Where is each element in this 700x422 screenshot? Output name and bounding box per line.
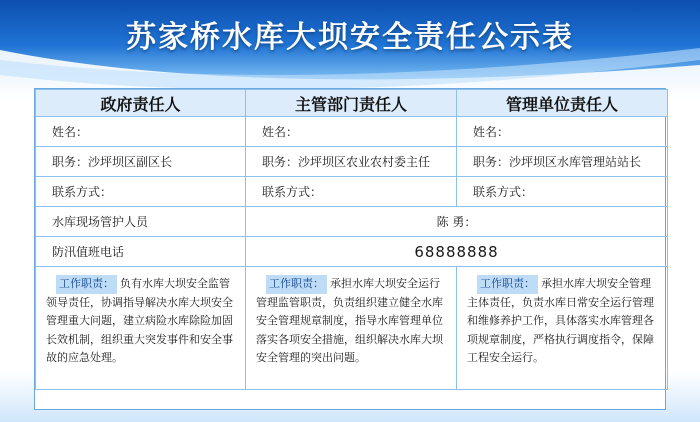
management-unit-contact: 联系方式： <box>457 177 668 207</box>
department-duty <box>246 267 457 390</box>
department-name: 姓名： <box>246 117 457 147</box>
duty-text: 承担水库大坝安全运行管理监管职责，负责组织建立健全水库安全管理规章制度，指导水库管理单位落实各项安全措施，组织解决水库大坝安全管理的突出问题。 <box>256 277 443 364</box>
department-contact: 联系方式： <box>246 177 457 207</box>
government-contact: 联系方式： <box>36 177 246 207</box>
header-department: 主管部门责任人 <box>246 90 457 117</box>
phone-row <box>36 237 668 267</box>
government-duty <box>36 267 246 390</box>
duty-tag: 工作职责： <box>56 275 117 294</box>
name-row <box>36 117 668 147</box>
government-position: 职务：沙坪坝区副区长 <box>36 147 246 177</box>
position-row <box>36 147 668 177</box>
phone-value: 68888888 <box>246 237 668 267</box>
responsibility-table-panel <box>34 88 666 410</box>
header-row <box>36 90 668 117</box>
management-unit-duty <box>457 267 668 390</box>
management-unit-position: 职务：沙坪坝区水库管理站站长 <box>457 147 668 177</box>
contact-row <box>36 177 668 207</box>
duty-text: 负有水库大坝安全监管领导责任，协调指导解决水库大坝安全管理重大问题，建立病险水库除险加固长效机制，组织重大突发事件和安全事故的应急处理。 <box>46 277 233 364</box>
phone-label: 防汛值班电话 <box>36 237 246 267</box>
header-government: 政府责任人 <box>36 90 246 117</box>
management-unit-name: 姓名： <box>457 117 668 147</box>
guard-label: 水库现场管护人员 <box>36 207 246 237</box>
duty-tag: 工作职责： <box>477 275 538 294</box>
duty-row <box>36 267 668 390</box>
guard-value: 陈 勇： <box>246 207 668 237</box>
page-title: 苏家桥水库大坝安全责任公示表 <box>126 20 574 55</box>
guard-row <box>36 207 668 237</box>
department-position: 职务：沙坪坝区农业农村委主任 <box>246 147 457 177</box>
header-management-unit: 管理单位责任人 <box>457 90 668 117</box>
duty-tag: 工作职责： <box>266 275 327 294</box>
duty-text: 承担水库大坝安全管理主体责任，负责水库日常安全运行管理和维修养护工作，具体落实水库管理各项规章制度，严格执行调度指令，保障工程安全运行。 <box>467 277 654 364</box>
government-name: 姓名： <box>36 117 246 147</box>
responsibility-table <box>35 89 668 390</box>
